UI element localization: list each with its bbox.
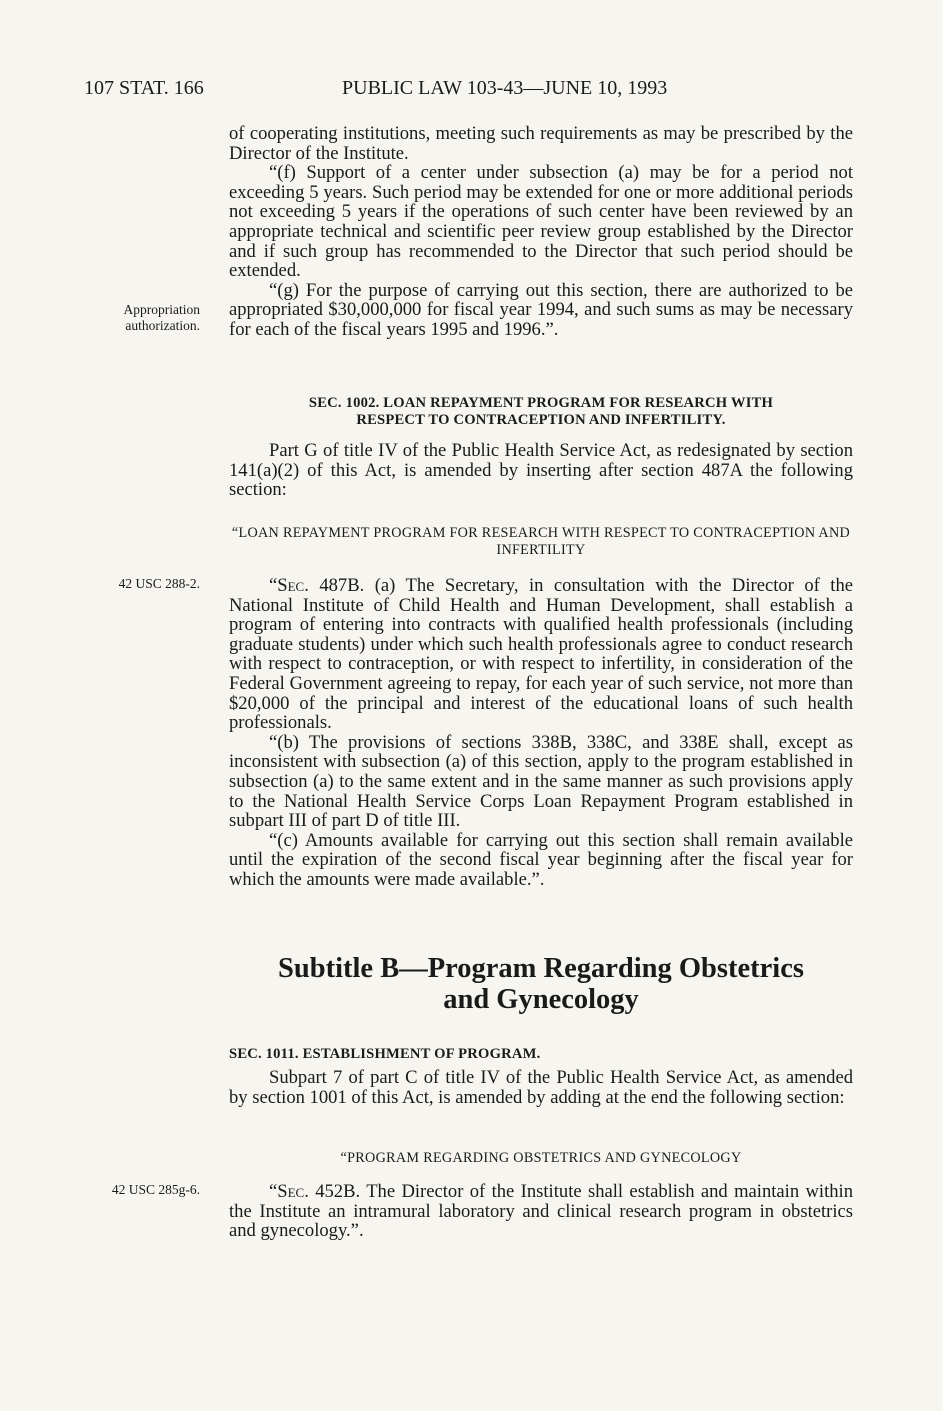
section-487b-paragraph-a — [229, 576, 853, 733]
subtitle-b-line1: Subtitle B—Program Regarding Obstetrics — [278, 953, 804, 984]
section-452b-paragraph — [229, 1182, 853, 1241]
section-1002-heading — [229, 395, 853, 429]
section-487b-heading — [229, 525, 853, 559]
section-1011-intro-text: Subpart 7 of part C of title IV of the Public Health Service Act, as amended by section 1001 of this Act, is amended by adding at the end the following section: — [229, 1067, 853, 1108]
paragraph-continued: of cooperating institutions, meeting such requirements as may be prescribed by the Director of the Institute. — [229, 123, 853, 164]
paragraph-g: “(g) For the purpose of carrying out this section, there are authorized to be appropriated $30,000,000 for fiscal year 1994, and such sums as may be necessary for each of the fiscal years 1995 and 1996.”. — [229, 279, 853, 340]
paragraph-f: “(f) Support of a center under subsection (a) may be for a period not exceeding 5 years. Such period may be extended for one or more additional periods not exceeding 5 years if the operations of such center have been reviewed by an appropriate technical and scientific peer review group established by the Director and if such group has recommended to the Director that such period should be extended. — [229, 162, 853, 282]
subtitle-b-heading — [229, 953, 853, 1015]
section-487b-label: “Sec. 487B. — [269, 575, 365, 596]
section-452b-body — [229, 1182, 853, 1241]
margin-note-usc-288-2: 42 USC 288-2. — [118, 576, 200, 591]
subtitle-b-line2: and Gynecology — [443, 984, 639, 1015]
section-487b-body — [229, 576, 853, 890]
section-487b-heading-line1: “LOAN REPAYMENT PROGRAM FOR RESEARCH WITH RESPECT TO — [231, 525, 690, 541]
section-1002-intro — [229, 441, 853, 500]
section-1002-intro-text: Part G of title IV of the Public Health Service Act, as redesignated by section 141(a)(2) of this Act, is amended by inserting after section 487A the following section: — [229, 440, 853, 501]
public-law-title: PUBLIC LAW 103-43—JUNE 10, 1993 — [342, 77, 668, 99]
section-1002-heading-line1: SEC. 1002. LOAN REPAYMENT PROGRAM FOR RESEARCH WITH — [308, 395, 774, 411]
section-487b-paragraph-c: “(c) Amounts available for carrying out this section shall remain available until the expiration of the second fiscal year beginning after the fiscal year for which the amounts were made available.”. — [229, 829, 853, 890]
section-487b-heading-line2: CONTRACEPTION AND INFERTILITY — [496, 525, 851, 558]
section-1011-heading: SEC. 1011. ESTABLISHMENT OF PROGRAM. — [229, 1046, 541, 1062]
section-1002-heading-line2: RESPECT TO CONTRACEPTION AND INFERTILITY. — [356, 412, 726, 428]
section-487b-paragraph-b: “(b) The provisions of sections 338B, 338C, and 338E shall, except as inconsistent with subsection (a) of this section, apply to the program established in subsection (a) to the same extent and in the same manner as such provisions apply to the National Health Service Corps Loan Repayment Program established in subpart III of part D of title III. — [229, 731, 853, 832]
section-1011-intro — [229, 1068, 853, 1107]
stat-page-number: 107 STAT. 166 — [84, 77, 204, 99]
section-1001-continuation — [229, 124, 853, 340]
margin-note-appropriation: Appropriation authorization. — [123, 302, 200, 333]
section-452b-heading: “PROGRAM REGARDING OBSTETRICS AND GYNECOLOGY — [340, 1150, 742, 1166]
section-452b-paragraph-text: The Director of the Institute shall establish and maintain within the Institute an intramural laboratory and clinical research program in obstetrics and gynecology.”. — [229, 1181, 853, 1242]
section-452b-label: “Sec. 452B. — [269, 1181, 361, 1202]
margin-note-usc-285g-6: 42 USC 285g-6. — [111, 1182, 200, 1197]
section-487b-paragraph-a-text: (a) The Secretary, in consultation with the Director of the National Institute of Child Health and Human Development, shall establish a program of entering into contracts with qualified health professionals (including graduate students) under which such health professionals agree to conduct research with respect to contraception, or with respect to infertility, in consideration of the Federal Government agreeing to repay, for each year of such service, not more than $20,000 of the principal and interest of the educational loans of such health professionals. — [229, 575, 853, 734]
